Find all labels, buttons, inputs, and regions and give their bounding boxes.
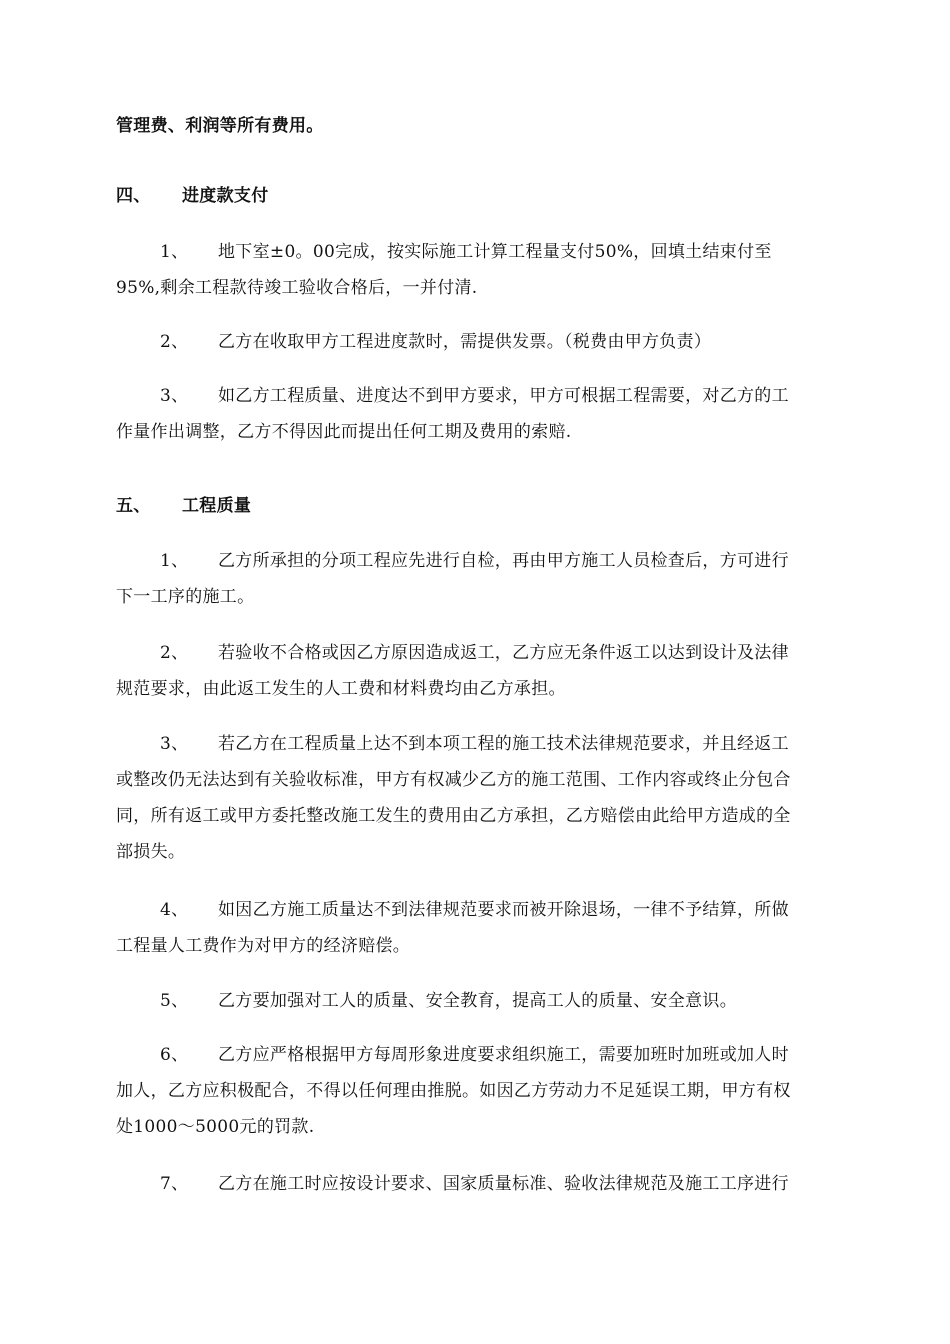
section-heading-4 bbox=[116, 186, 861, 206]
clause-5-3-line-2 bbox=[116, 770, 861, 790]
clause-number: 5、 bbox=[160, 991, 189, 1011]
clause-5-3-line-4 bbox=[116, 842, 861, 862]
clause-text: 乙方在施工时应按设计要求、国家质量标准、验收法律规范及施工工序进行 bbox=[218, 1174, 789, 1194]
clause-text: 乙方在收取甲方工程进度款时，需提供发票。（税费由甲方负责） bbox=[218, 332, 712, 352]
clause-text: 下一工序的施工。 bbox=[116, 587, 255, 607]
clause-5-4-line-2 bbox=[116, 936, 861, 956]
clause-5-6-line-2 bbox=[116, 1081, 861, 1101]
clause-text: 处1000～5000元的罚款. bbox=[116, 1117, 315, 1137]
clause-text: 工程量人工费作为对甲方的经济赔偿。 bbox=[116, 936, 411, 956]
clause-text: 乙方应严格根据甲方每周形象进度要求组织施工，需要加班时加班或加人时 bbox=[218, 1045, 789, 1065]
continuation-line bbox=[116, 116, 861, 136]
clause-5-3-line-1 bbox=[160, 734, 861, 754]
clause-5-1-line-1 bbox=[160, 551, 861, 571]
clause-number: 3、 bbox=[160, 734, 189, 754]
clause-text: 如因乙方施工质量达不到法律规范要求而被开除退场，一律不予结算，所做 bbox=[218, 900, 789, 920]
clause-4-3-line-2 bbox=[116, 422, 861, 442]
clause-4-2-line-1 bbox=[160, 332, 861, 352]
clause-5-6-line-1 bbox=[160, 1045, 861, 1065]
clause-5-3-line-3 bbox=[116, 806, 861, 826]
section-number: 四、 bbox=[116, 186, 151, 206]
clause-5-7-line-1 bbox=[160, 1174, 861, 1194]
clause-number: 6、 bbox=[160, 1045, 189, 1065]
clause-4-1-line-1 bbox=[160, 242, 861, 262]
section-number: 五、 bbox=[116, 496, 151, 516]
clause-number: 4、 bbox=[160, 900, 189, 920]
clause-text: 加人，乙方应积极配合，不得以任何理由推脱。如因乙方劳动力不足延误工期，甲方有权 bbox=[116, 1081, 791, 1101]
section-title: 进度款支付 bbox=[182, 186, 269, 206]
clause-5-1-line-2 bbox=[116, 587, 861, 607]
clause-text: 若验收不合格或因乙方原因造成返工，乙方应无条件返工以达到设计及法律 bbox=[218, 643, 789, 663]
clause-text: 乙方所承担的分项工程应先进行自检，再由甲方施工人员检查后，方可进行 bbox=[218, 551, 789, 571]
clause-text: 乙方要加强对工人的质量、安全教育，提高工人的质量、安全意识。 bbox=[218, 991, 737, 1011]
clause-text: 作量作出调整，乙方不得因此而提出任何工期及费用的索赔. bbox=[116, 422, 572, 442]
clause-5-4-line-1 bbox=[160, 900, 861, 920]
text: 管理费、利润等所有费用。 bbox=[116, 116, 324, 136]
clause-text: 95%,剩余工程款待竣工验收合格后，一并付清. bbox=[116, 278, 478, 298]
clause-text: 如乙方工程质量、进度达不到甲方要求，甲方可根据工程需要，对乙方的工 bbox=[218, 386, 789, 406]
clause-text: 若乙方在工程质量上达不到本项工程的施工技术法律规范要求，并且经返工 bbox=[218, 734, 789, 754]
clause-5-6-line-3 bbox=[116, 1117, 861, 1137]
clause-number: 2、 bbox=[160, 643, 189, 663]
clause-number: 1、 bbox=[160, 242, 189, 262]
clause-text: 部损失。 bbox=[116, 842, 186, 862]
clause-5-2-line-1 bbox=[160, 643, 861, 663]
section-heading-5 bbox=[116, 496, 861, 516]
clause-text: 规范要求，由此返工发生的人工费和材料费均由乙方承担。 bbox=[116, 679, 566, 699]
clause-4-3-line-1 bbox=[160, 386, 861, 406]
clause-number: 7、 bbox=[160, 1174, 189, 1194]
clause-text: 同，所有返工或甲方委托整改施工发生的费用由乙方承担，乙方赔偿由此给甲方造成的全 bbox=[116, 806, 791, 826]
clause-text: 或整改仍无法达到有关验收标准，甲方有权减少乙方的施工范围、工作内容或终止分包合 bbox=[116, 770, 791, 790]
clause-text: 地下室±0。00完成，按实际施工计算工程量支付50%，回填土结束付至 bbox=[218, 242, 772, 262]
clause-number: 3、 bbox=[160, 386, 189, 406]
clause-number: 2、 bbox=[160, 332, 189, 352]
clause-4-1-line-2 bbox=[116, 278, 861, 298]
clause-number: 1、 bbox=[160, 551, 189, 571]
clause-5-2-line-2 bbox=[116, 679, 861, 699]
section-title: 工程质量 bbox=[182, 496, 252, 516]
clause-5-5-line-1 bbox=[160, 991, 861, 1011]
